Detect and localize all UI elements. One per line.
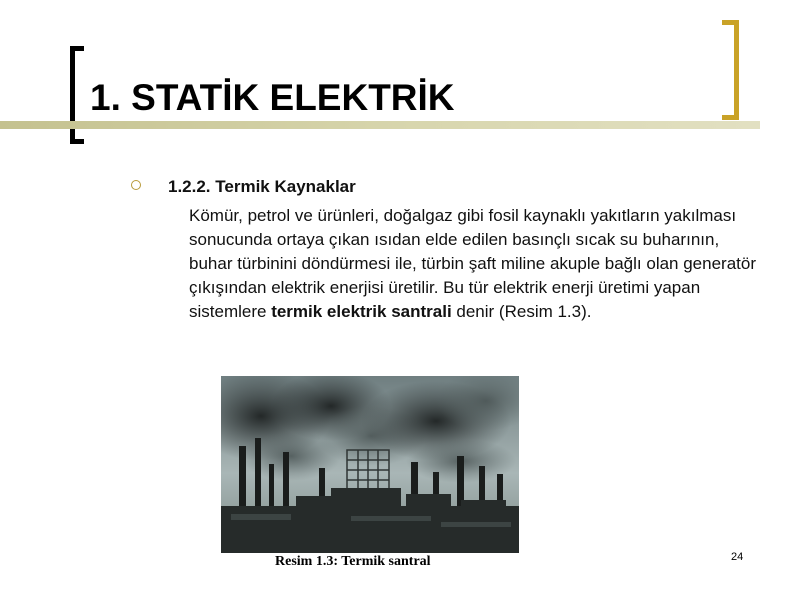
slide-title: 1. STATİK ELEKTRİK	[90, 77, 455, 118]
body-paragraph	[189, 204, 759, 324]
right-bracket-decoration	[722, 20, 739, 120]
paragraph-text-before: Kömür, petrol ve ürünleri, doğalgaz gibi fosil kaynaklı yakıtların yakılması sonucunda ortaya çıkan ısıdan elde edilen basınçlı sıcak su buharının, buhar türbinini döndürmesi ile, türbin şaft miline akuple bağlı olan generatör çıkışından elektrik enerjisi üretilir. Bu tür elektrik enerji üretimi yapan sistemlere	[189, 206, 757, 321]
power-plant-photo	[221, 376, 519, 553]
bullet-circle-icon	[131, 180, 141, 190]
paragraph-text-after: denir (Resim 1.3).	[451, 302, 592, 321]
section-subheading: 1.2.2. Termik Kaynaklar	[168, 177, 356, 196]
title-underline-bar	[0, 121, 760, 129]
paragraph-bold-term: termik elektrik santrali	[271, 302, 452, 321]
page-number: 24	[731, 551, 744, 563]
left-bracket-decoration	[70, 46, 84, 144]
figure-caption: Resim 1.3: Termik santral	[275, 554, 431, 569]
